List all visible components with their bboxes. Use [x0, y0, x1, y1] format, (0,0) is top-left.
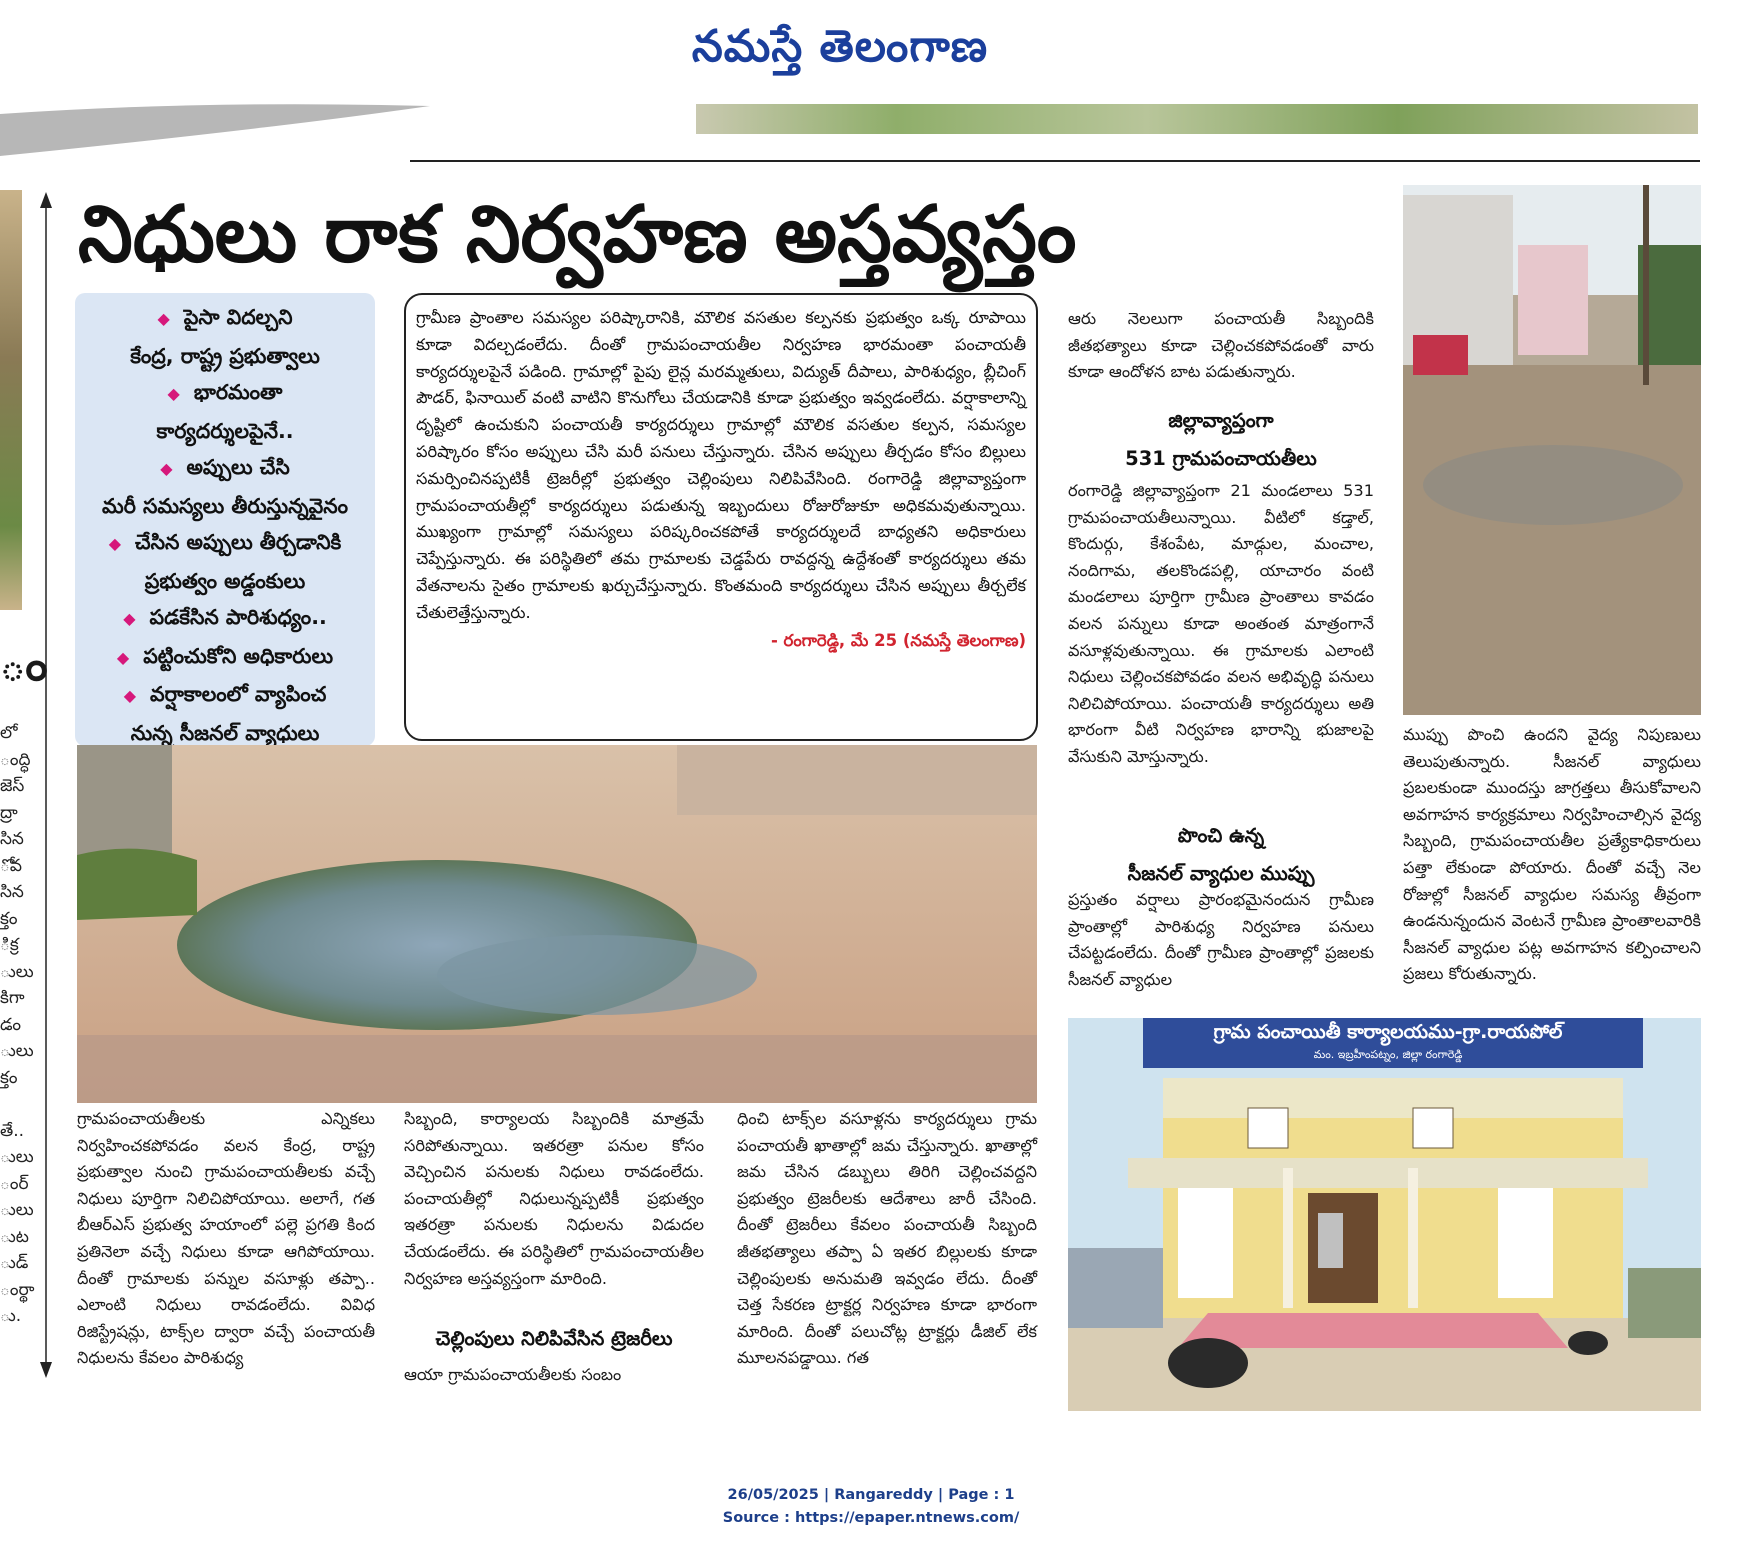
- fragment-line: క్తం: [0, 908, 18, 929]
- right-column-paragraph-2: రంగారెడ్డి జిల్లావ్యాప్తంగా 21 మండలాలు 531 గ్రామపంచాయతీలున్నాయి. వీటిలో కడ్తాల్, కొందుర్గు, కేశంపేట, మాడ్గుల, మంచాల, నందిగామ, తలకొండపల్లి, యాచారం వంటి మండలాలు పూర్తిగా గ్రామీణ ప్రాంతాలు కావడం వలన పన్నులు కూడా అంతంత మాత్రంగానే వసూళ్లవుతున్నాయి. ఈ గ్రామాలకు ఎలాంటి నిధులు చెల్లించకపోవడం వలన అభివృద్ధి పనులు నిలిచిపోయాయి. పంచాయతీ కార్యదర్శులు అతి భారంగా వీటి నిర్వహణ భారాన్ని భుజాలపై వేసుకుని మోస్తున్నారు.: [1068, 481, 1374, 766]
- highlight-text: భారమంతా: [193, 380, 283, 404]
- subhead-line: పొంచి ఉన్న: [1177, 824, 1265, 847]
- puddle-road-photo: [77, 745, 1037, 1103]
- highlight-text: పైసా విదల్చని: [183, 305, 293, 329]
- adjacent-headline-fragment: ం: [0, 640, 48, 691]
- fragment-line: ు.: [0, 1306, 22, 1326]
- highlight-text: కేంద్ర, రాష్ట్ర ప్రభుత్వాలు: [130, 343, 320, 368]
- highlight-line: [75, 299, 375, 338]
- adjacent-article-text-fragment: [0, 720, 35, 1380]
- highlight-line: [75, 599, 375, 638]
- fragment-line: క్తం: [0, 1067, 18, 1088]
- right-column-paragraph-3: ప్రస్తుతం వర్షాలు ప్రారంభమైనందున గ్రామీణ ప్రాంతాల్లో పారిశుధ్య నిర్వహణ పనులు చేపట్టడంలేదు. దీంతో గ్రామీణ ప్రాంతాల్లో ప్రజలకు సీజనల్ వ్యాధుల: [1068, 890, 1374, 989]
- fragment-line: ిక్ర: [0, 935, 19, 955]
- masthead-swoosh-decoration: [0, 100, 430, 156]
- fragment-line: సిన: [0, 882, 24, 902]
- highlight-line: [75, 563, 375, 600]
- diamond-bullet-icon: ◆: [108, 534, 122, 553]
- right-column-paragraph-1: ఆరు నెలలుగా పంచాయతీ సిబ్బందికి జీతభత్యాలు కూడా చెల్లించకపోవడంతో వారు కూడా ఆందోళన బాట పడుతున్నారు.: [1068, 309, 1374, 382]
- diamond-bullet-icon: ◆: [123, 686, 136, 705]
- newspaper-masthead: నమస్తే తెలంగాణ: [691, 21, 989, 72]
- fragment-line: ులు: [0, 961, 34, 982]
- bottom-column-1: గ్రామపంచాయతీలకు ఎన్నికలు నిర్వహించకపోవడం వలన కేంద్ర, రాష్ట్ర ప్రభుత్వాల నుంచి గ్రామపంచాయతీలకు వచ్చే నిధులు పూర్తిగా నిలిచిపోయాయి. అలాగే, గత బీఆర్ఎస్ ప్రభుత్వ హయాంలో పల్లె ప్రగతి కింద ప్రతినెలా వచ్చే నిధులు కూడా ఆగిపోయాయి. దీంతో గ్రామాలకు పన్నుల వసూళ్లు తప్పా.. ఎలాంటి నిధులు రావడంలేదు. వివిధ రిజిస్ట్రేషన్లు, టాక్స్‌ల ద్వారా వచ్చే పంచాయతీ నిధులను కేవలం పారిశుధ్య: [77, 1109, 375, 1368]
- fragment-line: ులు: [0, 1200, 34, 1220]
- diamond-bullet-icon: ◆: [123, 609, 136, 628]
- fragment-line: లో: [0, 723, 18, 743]
- footer-date-edition: 26/05/2025 | Rangareddy | Page : 1: [727, 1487, 1015, 1503]
- dateline: - రంగారెడ్డి, మే 25 (నమస్తే తెలంగాణ): [770, 630, 1026, 650]
- panchayat-office-illustration: [1068, 1018, 1701, 1411]
- fragment-line: ోవ: [0, 855, 22, 876]
- subhead-line: సీజనల్ వ్యాధుల ముప్పు: [1127, 862, 1315, 885]
- highlight-text: చేసిన అప్పులు తీర్చడానికి: [135, 530, 342, 554]
- bottom-column-2-tail: ఆయా గ్రామపంచాయతీలకు సంబం: [404, 1365, 622, 1384]
- fragment-line: ంద్ధి: [0, 749, 31, 770]
- fragment-line: ుట: [0, 1226, 29, 1247]
- highlight-text: ప్రభుత్వం అడ్డంకులు: [144, 568, 306, 593]
- fragment-line: ుడ్: [0, 1253, 29, 1273]
- highlight-line: [75, 638, 375, 677]
- fragment-line: తే..: [0, 1120, 25, 1141]
- highlight-line: [75, 524, 375, 563]
- subhead-line: జిల్లావ్యాప్తంగా: [1168, 409, 1274, 432]
- highlight-text: పట్టించుకోని అధికారులు: [143, 643, 334, 668]
- highlight-text: మరీ సమస్యలు తీరుస్తున్నవైనం: [102, 493, 348, 518]
- adjacent-article-photo-fragment: [0, 190, 22, 610]
- highlight-line: [75, 413, 375, 450]
- fragment-line: ంర్థా: [0, 1279, 35, 1300]
- fragment-line: సిన: [0, 829, 24, 849]
- subhead-district-panchayats: [1068, 402, 1374, 487]
- fragment-line: కిగా: [0, 988, 25, 1008]
- far-right-column-paragraph: ముప్పు పొంచి ఉందని వైద్య నిపుణులు తెలుపుతున్నారు. సీజనల్ వ్యాధులు ప్రబలకుండా ముందస్తు జాగ్రత్తలు తీసుకోవాలని అవగాహన కార్యక్రమాలు నిర్వహించాల్సిన వైద్య సిబ్బంది, గ్రామపంచాయతీల ప్రత్యేకాధికారులు పత్తా లేకుండా పోయారు. దీంతో వచ్చే నెల రోజుల్లో సీజనల్ వ్యాధుల సమస్య తీవ్రంగా ఉండనున్నందున వెంటనే గ్రామీణ ప్రాంతాలవారికి సీజనల్ వ్యాధుల పట్ల అవగాహన కల్పించాలని ప్రజలు కోరుతున్నారు.: [1403, 725, 1701, 984]
- highlight-line: [75, 374, 375, 413]
- column-arrow-icon: [36, 190, 56, 1380]
- header-rule: [410, 160, 1700, 162]
- office-signboard-subtext: మం. ఇబ్రహీంపట్నం, జిల్లా రంగారెడ్డి: [1313, 1048, 1463, 1061]
- highlight-line: [75, 449, 375, 488]
- highlight-text: పడకేసిన పారిశుధ్యం..: [149, 605, 327, 629]
- diamond-bullet-icon: ◆: [157, 309, 170, 328]
- diamond-bullet-icon: ◆: [167, 384, 180, 403]
- footer-source-link[interactable]: Source : https://epaper.ntnews.com/: [722, 1510, 1020, 1526]
- subhead-line: 531 గ్రామపంచాయతీలు: [1125, 447, 1317, 470]
- highlight-line: [75, 488, 375, 525]
- fragment-line: ులు: [0, 1041, 34, 1061]
- highlights-box: [75, 293, 375, 746]
- bottom-column-2: సిబ్బంది, కార్యాలయ సిబ్బందికి మాత్రమే సరిపోతున్నాయి. ఇతరత్రా పనుల కోసం వెచ్చించిన పనులకు నిధులు రావడంలేదు. పంచాయతీల్లో నిధులున్నప్పటికీ ప్రభుత్వం ఇతరత్రా పనులకు నిధులను విడుదల చేయడంలేదు. ఈ పరిస్థితిలో గ్రామపంచాయతీల నిర్వహణ అస్తవ్యస్తంగా మారింది.: [404, 1109, 704, 1288]
- highlight-text: వర్షాకాలంలో వ్యాపించ: [150, 682, 327, 706]
- highlight-text: నున్న సీజనల్ వ్యాధులు: [130, 720, 320, 745]
- highlight-text: అప్పులు చేసి: [186, 455, 290, 479]
- office-signboard-text: గ్రామ పంచాయితీ కార్యాలయము-గ్రా.రాయపోల్: [1213, 1021, 1563, 1043]
- bottom-column-3: ధించి టాక్స్‌ల వసూళ్లను కార్యదర్శులు గ్రామ పంచాయతీ ఖాతాల్లో జమ చేస్తున్నారు. ఖాతాల్లో జమ చేసిన డబ్బులు తిరిగి చెల్లించవద్దని ప్రభుత్వం ట్రెజరీలకు ఆదేశాలు జారీ చేసింది. దీంతో ట్రెజరీలు కేవలం పంచాయతీ సిబ్బంది జీతభత్యాలు తప్పా ఏ ఇతర బిల్లులకు కూడా చెల్లింపులకు అనుమతి ఇవ్వడం లేదు. దీంతో చెత్త సేకరణ ట్రాక్టర్ల నిర్వహణ కూడా భారంగా మారింది. దీంతో పలుచోట్ల ట్రాక్టర్లు డీజిల్ లేక మూలనపడ్డాయి. గత: [737, 1109, 1037, 1368]
- fragment-line: [0, 1091, 26, 1118]
- masthead-photo-strip: [696, 104, 1698, 134]
- village-street-photo: [1403, 185, 1701, 715]
- fragment-line: ంర్: [0, 1173, 29, 1194]
- highlight-line: [75, 676, 375, 715]
- fragment-line: ులు: [0, 1147, 34, 1167]
- panchayat-office-photo: [1068, 1018, 1701, 1411]
- fragment-line: ద్రా: [0, 802, 18, 823]
- highlight-line: [75, 338, 375, 375]
- fragment-line: డం: [0, 1014, 21, 1035]
- intro-box: [404, 293, 1038, 741]
- fragment-line: జెస్: [0, 776, 25, 796]
- diamond-bullet-icon: ◆: [160, 459, 173, 478]
- highlight-text: కార్యదర్శులపైనే..: [156, 418, 294, 443]
- intro-paragraph: గ్రామీణ ప్రాంతాల సమస్యల పరిష్కారానికి, మౌలిక వసతుల కల్పనకు ప్రభుత్వం ఒక్క రూపాయి కూడా విదల్చడంలేదు. దీంతో గ్రామపంచాయతీల నిర్వహణ భారమంతా పంచాయతీ కార్యదర్శులపైనే పడింది. గ్రామాల్లో పైపు లైన్ల మరమ్మతులు, విద్యుత్ దీపాలు, పారిశుధ్యం, బ్లీచింగ్ పౌడర్, ఫినాయిల్ వంటి వాటిని కొనుగోలు చేయడానికి కూడా ప్రభుత్వం ఇవ్వడంలేదు. వర్షాకాలాన్ని దృష్టిలో ఉంచుకుని పంచాయతీ కార్యదర్శులు గ్రామాల్లో మౌలిక వసతుల కల్పన, సమస్యల పరిష్కారం కోసం అప్పులు చేసి మరీ పనులు చేస్తున్నారు. చేసిన అప్పులు తీర్చడం కోసం బిల్లులు సమర్పించినప్పటికీ ట్రెజరీల్లో ప్రభుత్వం చెల్లింపులు నిలిపివేసింది. రంగారెడ్డి జిల్లావ్యాప్తంగా గ్రామపంచాయతీల్లో కార్యదర్శులు పడుతున్న ఇబ్బందులు రోజురోజుకూ అధికమవుతున్నాయి. ముఖ్యంగా గ్రామాల్లో సమస్యలు పరిష్కరించకపోతే కార్యదర్శులదే బాధ్యతని అధికారులు చెప్పేస్తున్నారు. ఈ పరిస్థితిలో తమ గ్రామాలకు చెడ్డపేరు రావద్దన్న ఉద్దేశంతో కార్యదర్శులు తమ వేతనాలను సైతం గ్రామాలకు ఖర్చుచేస్తున్నారు. కొంతమంది కార్యదర్శులు చేసిన అప్పులు తీర్చలేక చేతులెత్తేస్తున్నారు.: [416, 308, 1026, 622]
- diamond-bullet-icon: ◆: [116, 647, 130, 667]
- subhead-treasuries: చెల్లింపులు నిలిపివేసిన ట్రెజరీలు: [435, 1327, 673, 1350]
- article-headline: నిధులు రాక నిర్వహణ అస్తవ్యస్తం: [78, 190, 1077, 280]
